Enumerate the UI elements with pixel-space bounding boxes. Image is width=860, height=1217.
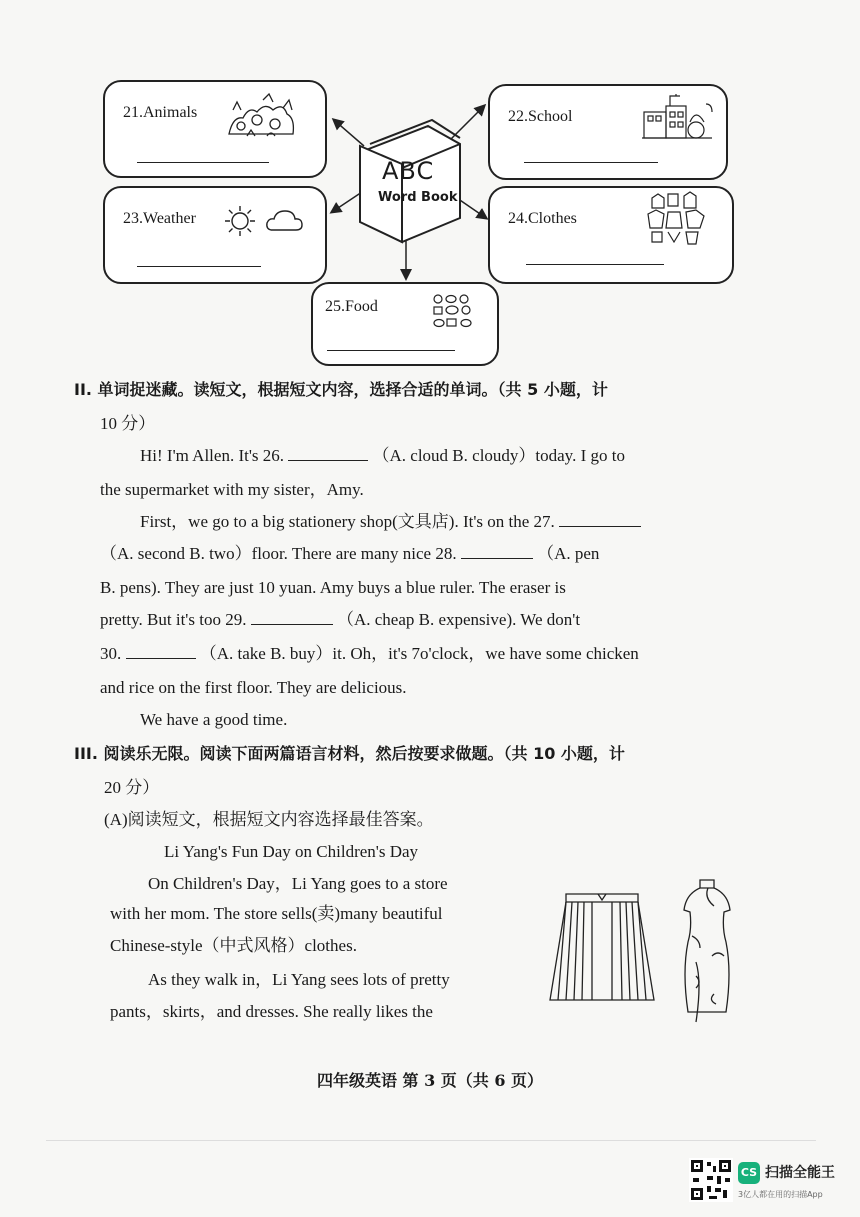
word-box-clothes	[488, 186, 734, 284]
answer-line-25[interactable]	[327, 350, 455, 351]
book-title-abc: ABC	[382, 157, 435, 185]
reading-line-4: As they walk in，Li Yang sees lots of pretty	[148, 970, 450, 989]
page-footer: 四年级英语 第 3 页（共 6 页）	[316, 1071, 544, 1090]
word-box-school	[488, 84, 728, 180]
word-box-weather	[103, 186, 327, 284]
passage-text: （A. take B. buy）it. Oh，it's 7o'clock，we have some chicken	[199, 644, 639, 663]
camscanner-tagline: 3亿人都在用的扫描App	[738, 1190, 823, 1199]
answer-line-21[interactable]	[137, 162, 269, 163]
box-label-animals: 21.Animals	[123, 104, 198, 121]
clothes-picture	[646, 188, 708, 248]
chinese-skirt-picture	[544, 890, 660, 1012]
passage-text: （A. pen	[537, 544, 600, 563]
box-label-clothes: 24.Clothes	[508, 210, 577, 227]
passage-text: First，we go to a big stationery shop(文具店). It's on the 27.	[140, 512, 555, 531]
section-2-heading: II. 单词捉迷藏。读短文，根据短文内容，选择合适的单词。（共 5 小题，计	[74, 380, 608, 399]
animals-picture	[223, 90, 303, 142]
blank-30[interactable]	[126, 644, 196, 659]
passage-text: Hi! I'm Allen. It's 26.	[140, 446, 285, 465]
section-3-heading: III. 阅读乐无限。阅读下面两篇语言材料，然后按要求做题。（共 10 小题，计	[74, 744, 625, 763]
qipao-dress-picture	[672, 876, 742, 1028]
passage-line-1	[140, 446, 625, 466]
passage-line-2: the supermarket with my sister，Amy.	[100, 480, 364, 499]
passage-line-4	[100, 544, 599, 564]
box-label-weather: 23.Weather	[123, 210, 196, 227]
reading-line-1: On Children's Day，Li Yang goes to a store	[148, 874, 448, 893]
blank-27[interactable]	[559, 512, 641, 527]
passage-text: （A. second B. two）floor. There are many nice 28.	[100, 544, 457, 563]
book-title-word-book: Word Book	[378, 190, 458, 205]
passage-line-6	[100, 610, 580, 630]
part-a-instruction: (A)阅读短文，根据短文内容选择最佳答案。	[104, 810, 434, 829]
reading-title: Li Yang's Fun Day on Children's Day	[164, 842, 419, 861]
sun-icon	[223, 204, 257, 238]
passage-line-7	[100, 644, 639, 664]
camscanner-logo-icon: CS	[738, 1162, 760, 1184]
answer-line-24[interactable]	[526, 264, 664, 265]
word-box-animals	[103, 80, 327, 178]
passage-text: 30.	[100, 644, 122, 663]
answer-line-23[interactable]	[137, 266, 261, 267]
passage-line-8: and rice on the first floor. They are delicious.	[100, 678, 407, 697]
section-3-heading-points: 20 分）	[104, 778, 160, 797]
passage-text: （A. cheap B. expensive). We don't	[336, 610, 581, 629]
answer-line-22[interactable]	[524, 162, 658, 163]
blank-29[interactable]	[251, 610, 333, 625]
blank-28[interactable]	[461, 544, 533, 559]
qr-code-icon	[689, 1158, 733, 1202]
reading-line-3: Chinese-style（中式风格）clothes.	[110, 936, 357, 955]
section-2-heading-points: 10 分）	[100, 414, 156, 433]
box-label-school: 22.School	[508, 108, 573, 125]
food-picture	[431, 292, 475, 330]
page-divider	[46, 1140, 816, 1141]
school-building-picture	[640, 92, 716, 142]
passage-line-3	[140, 512, 641, 532]
word-box-food	[311, 282, 499, 366]
camscanner-name: 扫描全能王	[765, 1165, 835, 1181]
passage-line-5: B. pens). They are just 10 yuan. Amy buys a blue ruler. The eraser is	[100, 578, 566, 597]
reading-line-2: with her mom. The store sells(卖)many beautiful	[110, 904, 443, 923]
passage-line-9: We have a good time.	[140, 710, 288, 729]
reading-line-5: pants，skirts，and dresses. She really likes the	[110, 1002, 433, 1021]
blank-26[interactable]	[288, 446, 368, 461]
box-label-food: 25.Food	[325, 298, 378, 315]
passage-text: （A. cloud B. cloudy）today. I go to	[372, 446, 625, 465]
passage-text: pretty. But it's too 29.	[100, 610, 247, 629]
cloud-icon	[265, 208, 305, 234]
